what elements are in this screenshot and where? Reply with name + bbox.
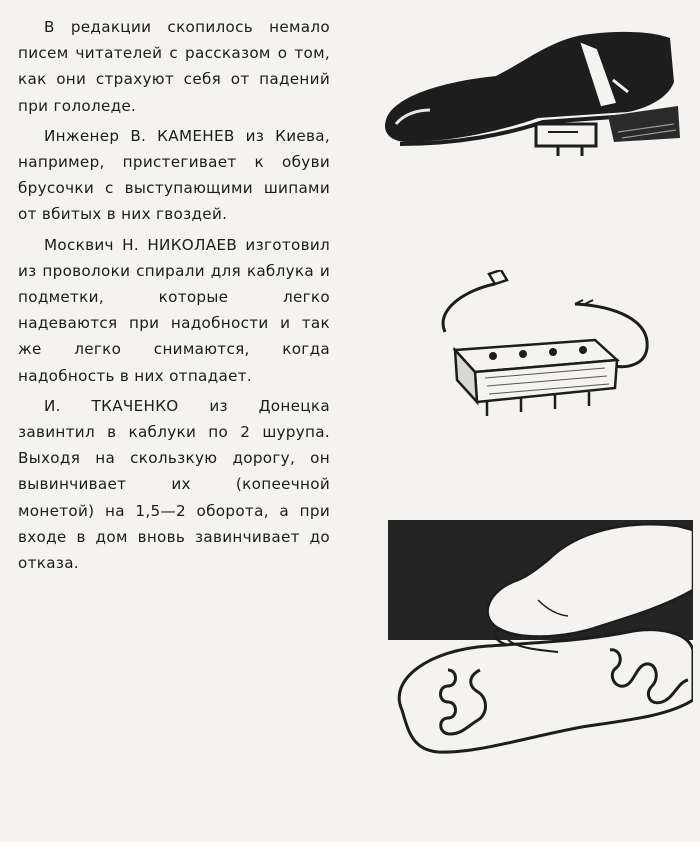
- spiked-block-icon: [425, 270, 665, 420]
- paragraph-nikolaev: Москвич Н. НИКОЛАЕВ изготовил из проволоки спирали для каблука и подметки, которые легко надеваются при надобности и так же легко снимаются, когда надобность в них отпадает.: [18, 235, 330, 385]
- paragraph-kamenev: Инженер В. КАМЕНЕВ из Киева, например, пристегивает к обуви брусочки с выступающими шипами от вбитых в них гвоздей.: [18, 126, 330, 224]
- sole-illustration: [388, 520, 693, 770]
- article-text: [18, 14, 330, 580]
- paragraph-tkachenko: И. ТКАЧЕНКО из Донецка завинтил в каблуки по 2 шурупа. Выходя на скользкую дорогу, он вывинчивает их (копеечной монетой) на 1,5—2 оборота, а при входе в дом вновь завинчивает до отказа.: [18, 396, 330, 573]
- spiked-block-illustration: [425, 270, 665, 420]
- shoe-illustration: [378, 20, 683, 160]
- sole-spiral-icon: [388, 520, 693, 770]
- paragraph-intro: В редакции скопилось немало писем читателей с рассказом о том, как они страхуют себя от падений при гололеде.: [18, 18, 330, 115]
- shoe-icon: [378, 20, 683, 160]
